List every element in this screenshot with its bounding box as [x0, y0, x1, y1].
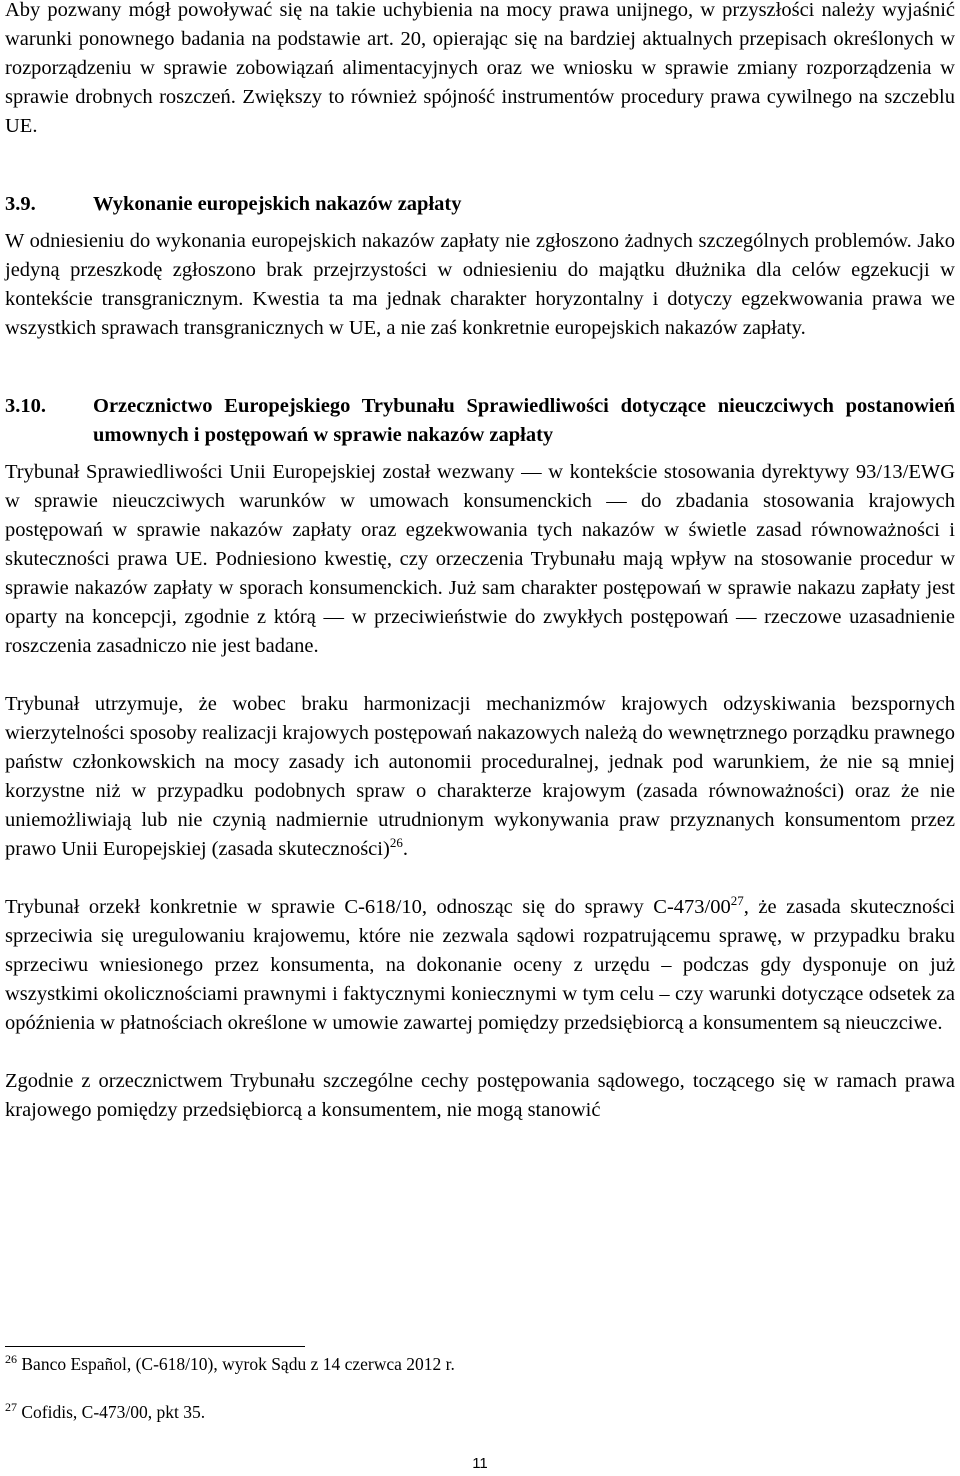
footnote-reference[interactable]: 26 [389, 835, 403, 851]
footnote-reference[interactable]: 27 [730, 893, 744, 909]
section-3-10-paragraph-2 [5, 690, 955, 864]
footnote-text: Banco Español, (C-618/10), wyrok Sądu z 14 czerwca 2012 r. [21, 1354, 455, 1374]
section-title: Wykonanie europejskich nakazów zapłaty [93, 193, 462, 215]
section-3-10-paragraph-1: Trybunał Sprawiedliwości Unii Europejskiej został wezwany — w kontekście stosowania dyrektywy 93/13/EWG w sprawie nieuczciwych warunków w umowach konsumenckich — do zbadania stosowania krajowych postępowań w sprawie nakazów zapłaty oraz egzekwowania tych nakazów w świetle zasad równoważności i skuteczności prawa UE. Podniesiono kwestię, czy orzeczenia Trybunału mają wpływ na stosowanie procedur w sprawie nakazów zapłaty w sporach konsumenckich. Już sam charakter postępowań w sprawie nakazu zapłaty jest oparty na koncepcji, zgodnie z którą — w przeciwieństwie do zwykłych postępowań — rzeczowe uzasadnienie roszczenia zasadniczo nie jest badane. [5, 461, 955, 657]
section-3-10-paragraph-4: Zgodnie z orzecznictwem Trybunału szczególne cechy postępowania sądowego, toczącego się w ramach prawa krajowego pomiędzy przedsiębiorcą a konsumentem, nie mogą stanowić [5, 1070, 955, 1121]
section-3-9-heading [5, 190, 955, 219]
footnote-number: 26 [5, 1352, 17, 1367]
footnotes [5, 1352, 955, 1424]
section-3-10-paragraph-3 [5, 893, 955, 1038]
paragraph-text: Trybunał utrzymuje, że wobec braku harmonizacji mechanizmów krajowych odzyskiwania bezspornych wierzytelności sposoby realizacji krajowych postępowań nakazowych należą do wewnętrznego porządku prawnego państw członkowskich na mocy zasady ich autonomii proceduralnej, jednak pod warunkiem, że nie są mniej korzystne niż w przypadku podobnych spraw o charakterze krajowym (zasada równoważności) oraz że nie uniemożliwiają lub nie czynią nadmiernie utrudnionym wykonywania praw przyznanych konsumentom przez prawo Unii Europejskiej (zasada skuteczności) [5, 693, 955, 860]
page-number: 11 [472, 1455, 488, 1472]
footnote-text: Cofidis, C-473/00, pkt 35. [21, 1402, 206, 1422]
footnote-27 [5, 1400, 955, 1424]
footnote-divider [5, 1346, 305, 1347]
paragraph-text: Trybunał orzekł konkretnie w sprawie C-618/10, odnosząc się do sprawy C-473/00 [5, 896, 731, 918]
section-3-9-paragraph: W odniesieniu do wykonania europejskich nakazów zapłaty nie zgłoszono żadnych szczególnych problemów. Jako jedyną przeszkodę zgłoszono brak przejrzystości w odniesieniu do majątku dłużnika dla celów egzekucji w kontekście transgranicznym. Kwestia ta ma jednak charakter horyzontalny i dotyczy egzekwowania prawa we wszystkich sprawach transgranicznych w UE, a nie zaś konkretnie europejskich nakazów zapłaty. [5, 230, 955, 339]
section-number: 3.10. [5, 395, 46, 417]
footnote-26 [5, 1352, 955, 1376]
section-3-10-heading [5, 392, 955, 450]
section-number: 3.9. [5, 193, 36, 215]
paragraph-end: . [402, 838, 408, 860]
footnote-number: 27 [5, 1400, 17, 1415]
intro-paragraph: Aby pozwany mógł powoływać się na takie uchybienia na mocy prawa unijnego, w przyszłości należy wyjaśnić warunki ponownego badania na podstawie art. 20, opierając się na bardziej aktualnych przepisach określonych w rozporządzeniu w sprawie zobowiązań alimentacyjnych oraz we wniosku w sprawie zmiany rozporządzenia w sprawie drobnych roszczeń. Zwiększy to również spójność instrumentów procedury prawa cywilnego na szczeblu UE. [5, 0, 955, 137]
section-title: Orzecznictwo Europejskiego Trybunału Sprawiedliwości dotyczące nieuczciwych postanowień umownych i postępowań w sprawie nakazów zapłaty [93, 395, 955, 446]
paragraph-text: , że zasada skuteczności sprzeciwia się uregulowaniu krajowemu, które nie zezwala sądowi rozpatrującemu sprawę, w przypadku braku sprzeciwu wniesionego przez konsumenta, na dokonanie oceny z urzędu – podczas gdy dysponuje on już wszystkimi okolicznościami prawnymi i faktycznymi koniecznymi w tym celu – czy warunki dotyczące odsetek za opóźnienia w płatnościach określone w umowie zawartej pomiędzy przedsiębiorcą a konsumentem są nieuczciwe. [5, 896, 955, 1034]
document-page [5, 0, 955, 1125]
